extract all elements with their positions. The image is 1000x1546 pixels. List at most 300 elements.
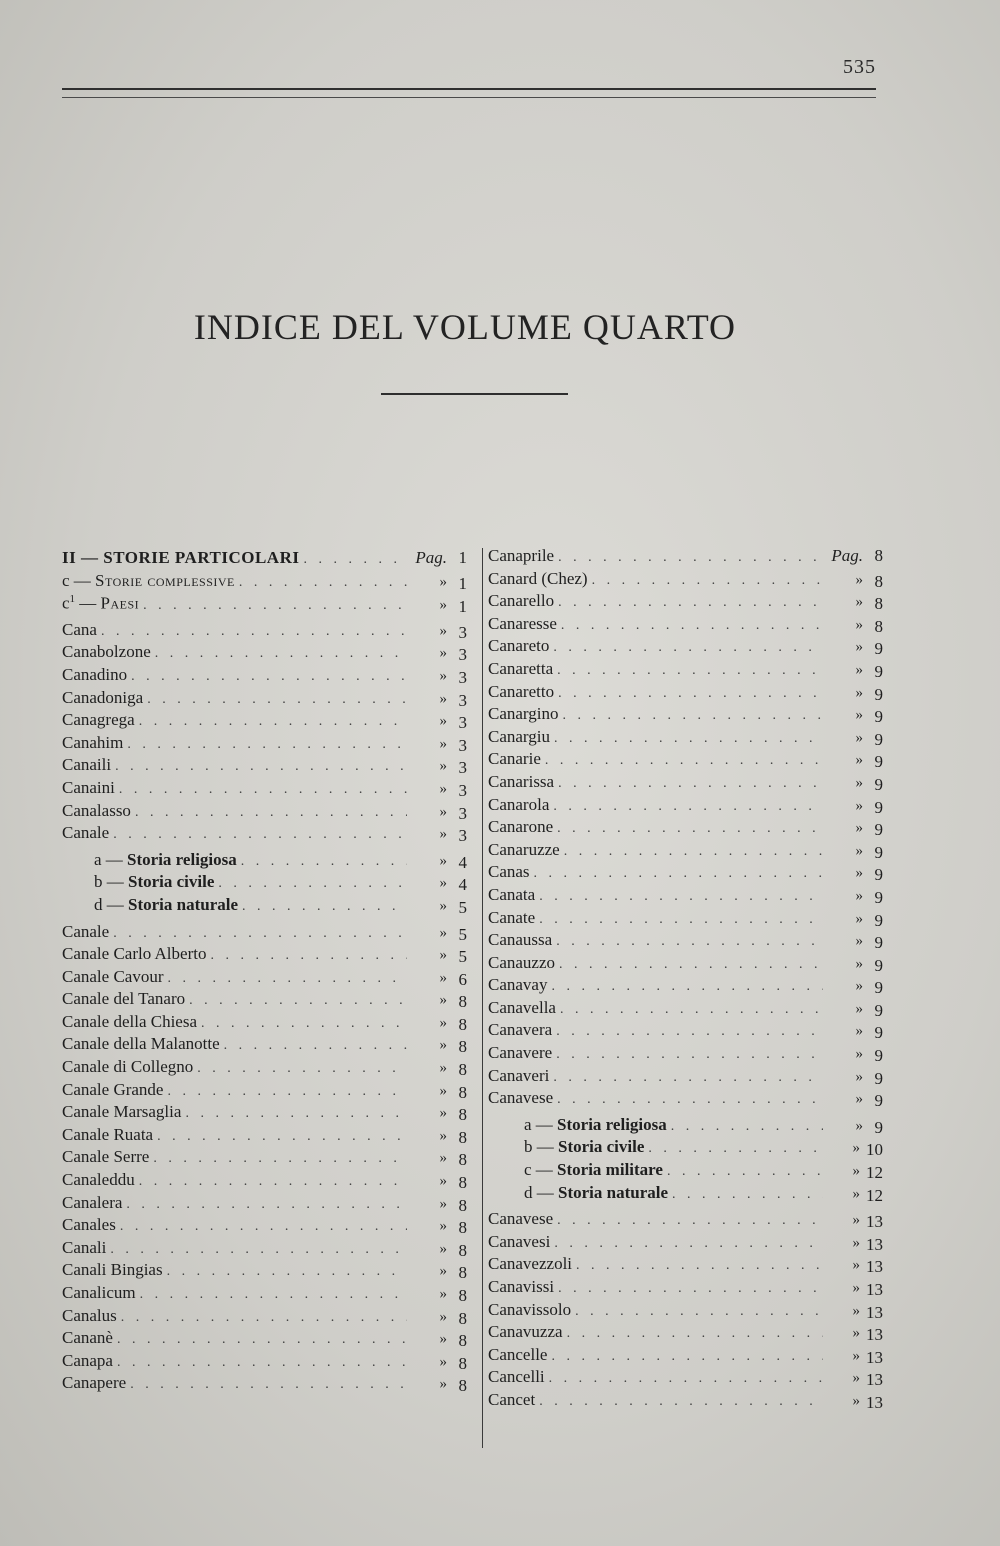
dot-leader xyxy=(559,957,823,973)
dot-leader xyxy=(115,759,407,775)
dot-leader xyxy=(558,550,823,566)
page-ref: 8 xyxy=(874,571,883,591)
index-section-heading xyxy=(62,548,467,571)
entry-name: c — Storie complessive xyxy=(62,570,235,590)
page-ref: 9 xyxy=(874,1117,883,1137)
ditto-mark: » xyxy=(852,1185,860,1202)
page-ref: 3 xyxy=(458,645,467,665)
entry-name: Canaussa xyxy=(488,930,553,950)
dot-leader xyxy=(551,1349,823,1365)
page-ref: 12 xyxy=(866,1185,883,1205)
page-ref: 3 xyxy=(458,690,467,710)
entry-name: Canarone xyxy=(488,817,554,837)
page-ref: 5 xyxy=(458,897,467,917)
page-ref: 8 xyxy=(458,1105,467,1125)
entry-name: Canales xyxy=(62,1215,116,1235)
entry-name: Canali xyxy=(62,1237,107,1257)
dot-leader xyxy=(558,776,823,792)
dot-leader xyxy=(671,1119,823,1135)
ditto-mark: » xyxy=(855,1091,863,1108)
index-entry xyxy=(62,688,467,711)
index-subsubsection-heading xyxy=(62,593,467,616)
dot-leader xyxy=(539,912,823,928)
dot-leader xyxy=(557,1092,823,1108)
entry-name: Canadino xyxy=(62,664,128,684)
dot-leader xyxy=(239,575,407,591)
dot-leader xyxy=(143,598,407,614)
dot-leader xyxy=(117,1332,407,1348)
ditto-mark: » xyxy=(439,992,447,1009)
dot-leader xyxy=(127,737,407,753)
page-ref: 3 xyxy=(458,803,467,823)
page-ref: 13 xyxy=(866,1234,883,1254)
page-ref: 9 xyxy=(874,887,883,907)
entry-name: b — Storia civile xyxy=(94,872,215,892)
page-ref: 8 xyxy=(458,1127,467,1147)
index-entry xyxy=(488,727,883,750)
entry-name: Canarie xyxy=(488,749,541,769)
page-ref: 8 xyxy=(458,1014,467,1034)
dot-leader xyxy=(672,1187,823,1203)
entry-name: Canale xyxy=(62,921,110,941)
dot-leader xyxy=(117,1355,407,1371)
entry-name: Canavese xyxy=(488,1088,554,1108)
entry-name: Canavissi xyxy=(488,1277,555,1296)
page-ref: 9 xyxy=(874,955,883,975)
index-entry xyxy=(62,1215,467,1238)
entry-name: Canavera xyxy=(488,1020,553,1040)
ditto-mark: » xyxy=(439,1240,447,1257)
volume-index-title: INDICE DEL VOLUME QUARTO xyxy=(193,307,737,347)
entry-name: Canapa xyxy=(62,1350,113,1370)
page-ref: 1 xyxy=(458,573,467,593)
index-entry xyxy=(488,1066,883,1089)
page-ref: 3 xyxy=(458,758,467,778)
ditto-mark: » xyxy=(439,596,447,613)
index-entry xyxy=(488,1209,883,1232)
page-ref: 5 xyxy=(458,924,467,944)
page-ref: 3 xyxy=(458,667,467,687)
dot-leader xyxy=(197,1061,407,1077)
page-ref: 13 xyxy=(866,1302,883,1322)
page-ref: 1 xyxy=(458,548,467,567)
index-entry xyxy=(488,953,883,976)
page-ref: 8 xyxy=(458,1037,467,1057)
page-ref: 9 xyxy=(874,1000,883,1020)
entry-name: Cancelli xyxy=(488,1367,545,1387)
ditto-mark: » xyxy=(439,1376,447,1393)
entry-name: Canalus xyxy=(62,1305,117,1325)
dot-leader xyxy=(140,1287,407,1303)
entry-name: Canalera xyxy=(62,1192,123,1212)
dot-leader xyxy=(113,926,407,942)
page-ref: 13 xyxy=(866,1347,883,1367)
index-entry xyxy=(62,1080,467,1103)
page-ref: 13 xyxy=(866,1370,883,1390)
entry-name: Cana xyxy=(62,619,97,639)
entry-name: Canareto xyxy=(488,636,550,656)
dot-leader xyxy=(131,669,407,685)
entry-name: Canarola xyxy=(488,794,550,814)
dot-leader xyxy=(553,1070,823,1086)
dot-leader xyxy=(554,731,823,747)
ditto-mark: » xyxy=(855,774,863,791)
index-entry xyxy=(488,569,883,592)
index-subtopic-list xyxy=(62,850,467,918)
index-entry xyxy=(62,710,467,733)
page-number: 535 xyxy=(843,56,876,78)
index-entry xyxy=(62,989,467,1012)
ditto-mark: » xyxy=(855,910,863,927)
entry-name: Canargiu xyxy=(488,726,551,746)
index-entry xyxy=(488,591,883,614)
entry-name: Canavere xyxy=(488,1043,553,1063)
index-entry xyxy=(62,755,467,778)
entry-name: Canavesi xyxy=(488,1231,551,1251)
index-entry xyxy=(62,620,467,643)
page-ref: 9 xyxy=(874,933,883,953)
entry-name: Canahim xyxy=(62,732,124,752)
ditto-mark: » xyxy=(855,865,863,882)
entry-name: d — Storia naturale xyxy=(94,894,239,914)
index-entry xyxy=(488,1300,883,1323)
entry-name: Canalicum xyxy=(62,1283,136,1302)
ditto-mark: » xyxy=(855,1000,863,1017)
ditto-mark: » xyxy=(855,707,863,724)
dot-leader xyxy=(551,979,823,995)
ditto-mark: » xyxy=(855,955,863,972)
entry-name: Canata xyxy=(488,884,536,904)
ditto-mark: » xyxy=(439,622,447,639)
dot-leader xyxy=(556,1024,823,1040)
dot-leader xyxy=(218,876,407,892)
index-entry-list xyxy=(62,922,467,1396)
ditto-mark: » xyxy=(439,803,447,820)
page-ref: 8 xyxy=(458,1218,467,1238)
dot-leader xyxy=(139,1174,407,1190)
index-entry-list xyxy=(488,569,883,1111)
entry-name: Canale Carlo Alberto xyxy=(62,944,207,964)
dot-leader xyxy=(575,1304,823,1320)
index-entry xyxy=(488,636,883,659)
entry-name: Cancet xyxy=(488,1389,536,1409)
page-ref: 9 xyxy=(874,1091,883,1111)
page-ref: 9 xyxy=(874,842,883,862)
index-entry xyxy=(62,801,467,824)
entry-name: Canalasso xyxy=(62,800,131,820)
index-entry-list xyxy=(488,1209,883,1412)
index-entry xyxy=(488,1088,883,1111)
entry-name: b — Storia civile xyxy=(524,1137,645,1157)
entry-name: a — Storia religiosa xyxy=(94,849,237,869)
dot-leader xyxy=(130,1377,407,1393)
entry-name: Canarissa xyxy=(488,771,555,791)
entry-name: Canarello xyxy=(488,591,555,611)
index-entry xyxy=(488,614,883,637)
index-entry xyxy=(62,1328,467,1351)
index-subtopic-entry xyxy=(62,850,467,873)
dot-leader xyxy=(113,827,407,843)
ditto-mark: » xyxy=(439,1331,447,1348)
ditto-mark: » xyxy=(855,1046,863,1063)
index-entry xyxy=(488,772,883,795)
page-ref: 13 xyxy=(866,1392,883,1412)
index-entry xyxy=(62,944,467,967)
page-ref: 3 xyxy=(458,735,467,755)
ditto-mark: » xyxy=(439,1353,447,1370)
index-entry xyxy=(488,749,883,772)
page-ref: 8 xyxy=(458,1308,467,1328)
page-ref: 9 xyxy=(874,729,883,749)
entry-name: Canaretto xyxy=(488,681,555,701)
ditto-mark: » xyxy=(852,1280,860,1296)
page-ref: 8 xyxy=(458,1150,467,1170)
entry-name: Canadoniga xyxy=(62,687,144,707)
page-ref: 13 xyxy=(866,1280,883,1299)
page-ref: 4 xyxy=(458,852,467,872)
index-entry xyxy=(62,1351,467,1374)
entry-name: Canaretta xyxy=(488,658,554,678)
entry-name: Canaprile xyxy=(488,546,555,565)
entry-name: Canavella xyxy=(488,997,556,1017)
ditto-mark: » xyxy=(439,1173,447,1190)
page-ref: 8 xyxy=(458,1353,467,1373)
ditto-mark: » xyxy=(855,1068,863,1085)
index-column-left xyxy=(62,548,467,1396)
page-ref: 8 xyxy=(458,1331,467,1351)
dot-leader xyxy=(557,821,823,837)
page-ref: 3 xyxy=(458,713,467,733)
dot-leader xyxy=(168,971,408,987)
column-divider xyxy=(482,548,483,1448)
dot-leader xyxy=(561,618,823,634)
page-marker: Pag. xyxy=(831,546,863,565)
dot-leader xyxy=(560,1002,823,1018)
entry-name: Canard (Chez) xyxy=(488,568,588,588)
dot-leader xyxy=(167,1264,407,1280)
index-subtopic-entry xyxy=(488,1115,883,1138)
index-entry xyxy=(62,823,467,846)
index-entry xyxy=(62,642,467,665)
page-ref: 8 xyxy=(458,1173,467,1193)
index-subtopic-entry xyxy=(488,1183,883,1206)
dot-leader xyxy=(667,1164,823,1180)
index-entry xyxy=(488,975,883,998)
dot-leader xyxy=(554,1236,823,1252)
entry-name: Canale della Malanotte xyxy=(62,1034,220,1054)
index-entry xyxy=(488,1367,883,1390)
header-double-rule xyxy=(62,88,876,98)
dot-leader xyxy=(539,1394,823,1410)
ditto-mark: » xyxy=(852,1347,860,1364)
ditto-mark: » xyxy=(855,729,863,746)
dot-leader xyxy=(558,595,823,611)
page-ref: 9 xyxy=(874,820,883,840)
index-entry xyxy=(488,704,883,727)
entry-name: c — Storia militare xyxy=(524,1160,663,1180)
ditto-mark: » xyxy=(855,571,863,588)
dot-leader xyxy=(556,1047,823,1063)
index-entry xyxy=(62,1306,467,1329)
title-underline-rule xyxy=(381,393,568,395)
page-ref: 8 xyxy=(458,1376,467,1396)
ditto-mark: » xyxy=(855,1023,863,1040)
entry-name: Canaveri xyxy=(488,1065,550,1085)
index-subtopic-entry xyxy=(488,1160,883,1183)
ditto-mark: » xyxy=(852,1257,860,1274)
dot-leader xyxy=(126,1197,407,1213)
index-entry xyxy=(62,1057,467,1080)
ditto-mark: » xyxy=(855,639,863,656)
entry-name: Canapere xyxy=(62,1373,127,1393)
page-ref: 8 xyxy=(458,1060,467,1080)
ditto-mark: » xyxy=(855,684,863,701)
ditto-mark: » xyxy=(439,735,447,752)
dot-leader xyxy=(155,646,407,662)
index-entry xyxy=(62,922,467,945)
entry-name: Canaresse xyxy=(488,613,557,633)
dot-leader xyxy=(557,663,823,679)
ditto-mark: » xyxy=(855,661,863,678)
ditto-mark: » xyxy=(439,645,447,662)
entry-name: Canale Ruata xyxy=(62,1124,154,1144)
index-entry xyxy=(62,1193,467,1216)
entry-name: Canale di Collegno xyxy=(62,1057,194,1077)
entry-name: Cancelle xyxy=(488,1344,548,1364)
ditto-mark: » xyxy=(439,1014,447,1031)
entry-name: Canale del Tanaro xyxy=(62,989,186,1009)
entry-name: Canabolzone xyxy=(62,642,151,662)
dot-leader xyxy=(185,1106,407,1122)
dot-leader xyxy=(120,1219,407,1235)
entry-name: Canagrega xyxy=(62,710,135,730)
index-entry xyxy=(62,778,467,801)
dot-leader xyxy=(592,573,823,589)
page-ref: 8 xyxy=(874,546,883,565)
index-entry xyxy=(488,1020,883,1043)
entry-name: Canaleddu xyxy=(62,1170,135,1190)
ditto-mark: » xyxy=(439,713,447,730)
index-entry xyxy=(488,817,883,840)
index-entry xyxy=(488,885,883,908)
ditto-mark: » xyxy=(439,826,447,843)
index-entry xyxy=(488,682,883,705)
page-ref: 8 xyxy=(458,1240,467,1260)
ditto-mark: » xyxy=(852,1325,860,1342)
dot-leader xyxy=(553,640,823,656)
page-ref: 13 xyxy=(866,1325,883,1345)
index-entry xyxy=(488,998,883,1021)
index-entry xyxy=(488,1322,883,1345)
dot-leader xyxy=(224,1038,407,1054)
ditto-mark: » xyxy=(439,667,447,684)
ditto-mark: » xyxy=(855,752,863,769)
dot-leader xyxy=(564,844,823,860)
index-entry xyxy=(62,1147,467,1170)
entry-name: Canavay xyxy=(488,975,548,995)
dot-leader xyxy=(201,1016,407,1032)
page-ref: 13 xyxy=(866,1257,883,1277)
dot-leader xyxy=(558,1281,823,1297)
ditto-mark: » xyxy=(855,933,863,950)
dot-leader xyxy=(557,1213,823,1229)
index-column-right xyxy=(488,546,883,1413)
index-entry xyxy=(488,1043,883,1066)
entry-name: Canale Marsaglia xyxy=(62,1102,182,1122)
index-entry xyxy=(488,1277,883,1300)
entry-name: Canate xyxy=(488,907,536,927)
page-ref: 13 xyxy=(866,1212,883,1232)
dot-leader xyxy=(539,889,823,905)
entry-name: Canaili xyxy=(62,755,112,775)
dot-leader xyxy=(303,552,407,568)
index-entry xyxy=(62,1012,467,1035)
page-ref: 9 xyxy=(874,978,883,998)
index-subtopic-entry xyxy=(62,872,467,895)
ditto-mark: » xyxy=(439,1263,447,1280)
page-ref: 9 xyxy=(874,1046,883,1066)
ditto-mark: » xyxy=(439,947,447,964)
dot-leader xyxy=(139,714,407,730)
entry-name: Canaruzze xyxy=(488,839,560,859)
page-ref: 9 xyxy=(874,1068,883,1088)
dot-leader xyxy=(153,1151,407,1167)
page-ref: 9 xyxy=(874,1023,883,1043)
dot-leader xyxy=(167,1084,407,1100)
index-entry xyxy=(62,1125,467,1148)
page-ref: 9 xyxy=(874,910,883,930)
index-entry xyxy=(62,967,467,990)
entry-name: d — Storia naturale xyxy=(524,1182,669,1202)
dot-leader xyxy=(545,753,823,769)
entry-name: Canaini xyxy=(62,777,115,797)
entry-name: Canavissolo xyxy=(488,1299,572,1319)
dot-leader xyxy=(189,993,407,1009)
entry-name: Canali Bingias xyxy=(62,1260,163,1280)
index-entry xyxy=(488,1232,883,1255)
index-subtopic-list xyxy=(488,1115,883,1205)
page-ref: 9 xyxy=(874,774,883,794)
ditto-mark: » xyxy=(439,924,447,941)
page-ref: 9 xyxy=(874,707,883,727)
ditto-mark: » xyxy=(852,1392,860,1409)
ditto-mark: » xyxy=(439,758,447,775)
dot-leader xyxy=(576,1258,823,1274)
index-entry xyxy=(62,665,467,688)
page-ref: 9 xyxy=(874,752,883,772)
ditto-mark: » xyxy=(852,1302,860,1319)
index-entry-list xyxy=(62,620,467,846)
dot-leader xyxy=(534,866,823,882)
ditto-mark: » xyxy=(439,852,447,869)
entry-name: Canale Grande xyxy=(62,1079,164,1099)
index-entry xyxy=(488,908,883,931)
page-ref: 10 xyxy=(866,1140,883,1160)
page-ref: 9 xyxy=(874,865,883,885)
ditto-mark: » xyxy=(439,1286,447,1302)
index-entry xyxy=(62,1170,467,1193)
index-entry xyxy=(488,930,883,953)
page-ref: 1 xyxy=(458,596,467,616)
page-ref: 5 xyxy=(458,947,467,967)
ditto-mark: » xyxy=(439,1105,447,1122)
ditto-mark: » xyxy=(855,842,863,859)
ditto-mark: » xyxy=(439,1308,447,1325)
index-entry xyxy=(488,546,883,569)
ditto-mark: » xyxy=(439,875,447,892)
index-entry xyxy=(62,1260,467,1283)
dot-leader xyxy=(553,799,823,815)
